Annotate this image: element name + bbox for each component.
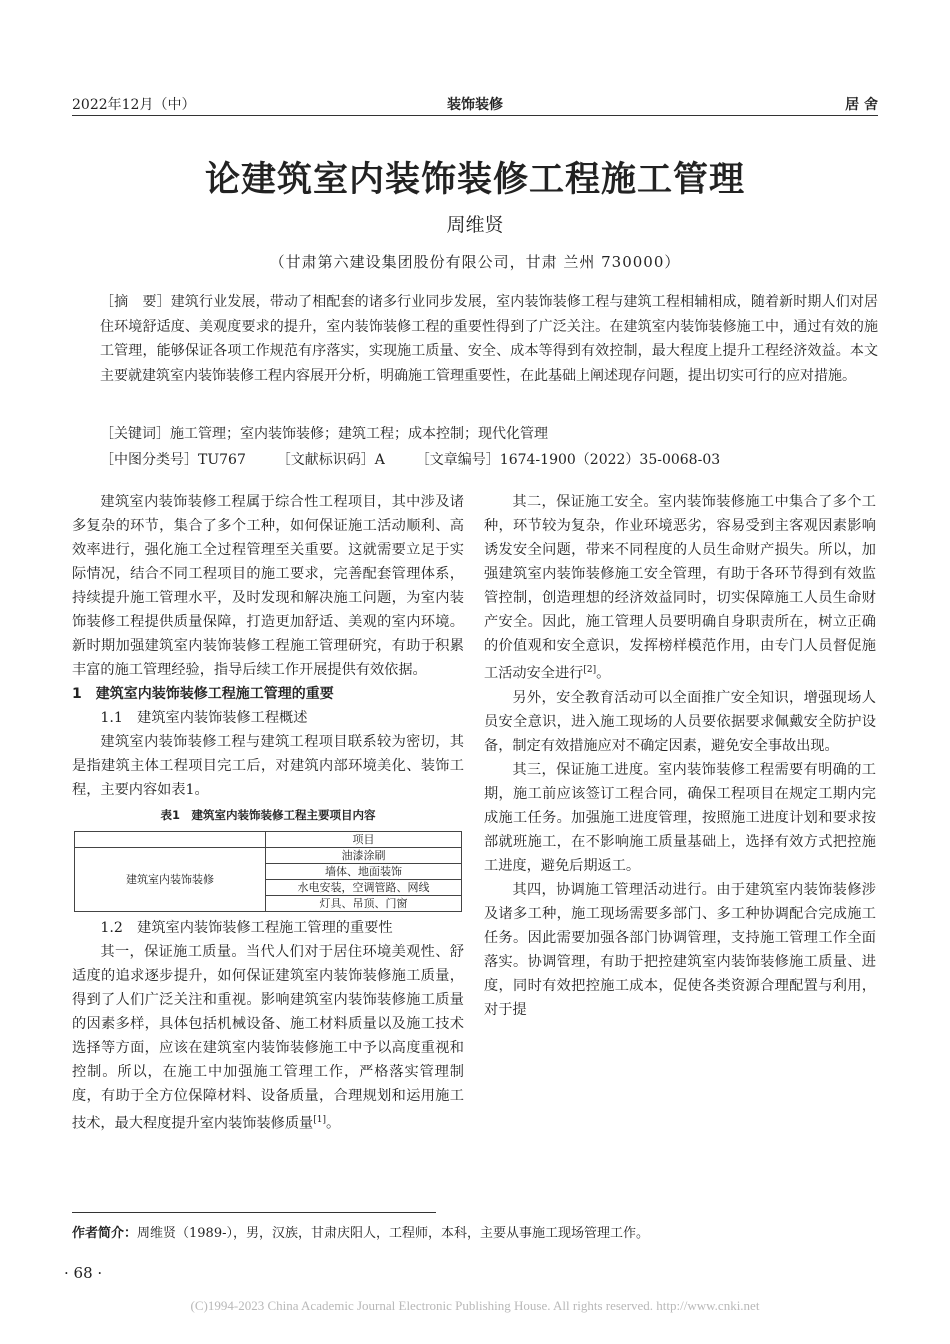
author-bio-text: 周维贤（1989-），男，汉族，甘肃庆阳人，工程师，本科，主要从事施工现场管理工作。 xyxy=(137,1226,649,1241)
abstract xyxy=(100,290,878,388)
progress-paragraph: 其三，保证施工进度。室内装饰装修工程需要有明确的工期，施工前应该签订工程合同，确保工程项目在规定工期内完成施工任务。加强施工进度管理，按照施工进度计划和要求按部就班施工，在不影响施工质量基础上，选择有效方式把控施工进度，避免后期返工。 xyxy=(484,761,876,874)
table-header-cell: 项目 xyxy=(266,832,462,848)
section-1-heading: 1 建筑室内装饰装修工程施工管理的重要 xyxy=(72,686,334,702)
table-caption: 表1 建筑室内装饰装修工程主要项目内容 xyxy=(160,808,376,822)
header-rule xyxy=(72,115,878,116)
left-column xyxy=(72,490,464,1136)
copyright-notice: (C)1994-2023 China Academic Journal Electronic Publishing House. All rights reserved. http://www.cnki.net xyxy=(190,1298,760,1313)
table-cell: 墙体、地面装饰 xyxy=(266,864,462,880)
table-cell: 灯具、吊顶、门窗 xyxy=(266,896,462,912)
section-1-2-heading: 1.2 建筑室内装饰装修工程施工管理的重要性 xyxy=(100,920,393,936)
safety-paragraph xyxy=(484,490,876,686)
coordination-paragraph: 其四，协调施工管理活动进行。由于建筑室内装饰装修涉及诸多工种，施工现场需要多部门、多工种协调配合完成施工任务。因此需要加强各部门协调管理，支持施工管理工作全面落实。协调管理，有助于把控建筑室内装饰装修施工质量、进度，同时有效把控施工成本，促使各类资源合理配置与利用，对于提 xyxy=(484,881,876,1018)
section-1-1-heading: 1.1 建筑室内装饰装修工程概述 xyxy=(100,710,308,726)
page-number: · 68 · xyxy=(64,1264,103,1282)
table-row-label: 建筑室内装饰装修 xyxy=(75,848,266,912)
footnote-rule xyxy=(72,1212,436,1213)
doc-code-value: A xyxy=(374,452,385,468)
intro-paragraph: 建筑室内装饰装修工程属于综合性工程项目，其中涉及诸多复杂的环节，集合了多个工种，如何保证施工活动顺利、高效率进行，强化施工全过程管理至关重要。这就需要立足于实际情况，结合不同工程项目的施工要求，完善配套管理体系，持续提升施工管理水平，及时发现和解决施工问题，为室内装饰装修工程提供质量保障，打造更加舒适、美观的室内环境。新时期加强建筑室内装饰装修工程施工管理研究，有助于积累丰富的施工管理经验，指导后续工作开展提供有效依据。 xyxy=(72,494,464,678)
keywords-label: ［关键词］ xyxy=(100,426,170,442)
author-bio xyxy=(72,1222,649,1241)
safety-education-paragraph: 另外，安全教育活动可以全面推广安全知识，增强现场人员安全意识，进入施工现场的人员要依据要求佩戴安全防护设备，制定有效措施应对不确定因素，避免安全事故出现。 xyxy=(484,689,876,754)
quality-paragraph xyxy=(72,940,464,1136)
safety-text: 其二，保证施工安全。室内装饰装修施工中集合了多个工种，环节较为复杂，作业环境恶劣，容易受到主客观因素影响诱发安全问题，带来不同程度的人员生命财产损失。所以，加强建筑室内装饰装修施工安全管理，有助于各环节得到有效监管控制，创造理想的经济效益同时，切实保障施工人员生命财产安全。因此，施工管理人员要明确自身职责所在，树立正确的价值观和安全意识，发挥榜样模范作用，由专门人员督促施工活动安全进行 xyxy=(484,494,876,682)
article-author: 周维贤 xyxy=(446,214,504,236)
classification-line xyxy=(100,449,878,469)
issue-date: 2022年12月（中） xyxy=(72,97,196,113)
keywords-text: 施工管理；室内装饰装修；建筑工程；成本控制；现代化管理 xyxy=(170,426,548,442)
table-corner-cell xyxy=(75,832,266,848)
safety-end: 。 xyxy=(596,665,611,682)
author-bio-label: 作者简介： xyxy=(72,1226,138,1241)
doc-code-label: ［文献标识码］ xyxy=(276,452,375,468)
journal-name: 装饰装修 xyxy=(447,97,503,113)
clc-value: TU767 xyxy=(198,452,246,468)
article-number-label: ［文章编号］ xyxy=(415,452,500,468)
author-affiliation: （甘肃第六建设集团股份有限公司，甘肃 兰州 730000） xyxy=(269,253,681,271)
quality-end: 。 xyxy=(325,1115,341,1132)
overview-paragraph: 建筑室内装饰装修工程与建筑工程项目联系较为密切，其是指建筑主体工程项目完工后，对建筑内部环境美化、装饰工程，主要内容如表1。 xyxy=(72,734,464,798)
table-cell: 水电安装，空调管路、网线 xyxy=(266,880,462,896)
article-number-value: 1674-1900（2022）35-0068-03 xyxy=(499,452,721,468)
quality-text: 其一，保证施工质量。当代人们对于居住环境美观性、舒适度的追求逐步提升，如何保证建筑室内装饰装修施工质量，得到了人们广泛关注和重视。影响建筑室内装饰装修施工质量的因素多样，具体包括机械设备、施工材料质量以及施工技术选择等方面，应该在建筑室内装饰装修施工中予以高度重视和控制。所以，在施工中加强施工管理工作，严格落实管理制度，有助于全方位保障材料、设备质量，合理规划和运用施工技术，最大程度提升室内装饰装修质量 xyxy=(72,944,464,1132)
citation-2: [2] xyxy=(583,665,597,675)
journal-section: 居 舍 xyxy=(845,97,878,113)
table-cell: 油漆涂刷 xyxy=(266,848,462,864)
right-column xyxy=(484,490,876,1022)
abstract-label: ［摘 要］ xyxy=(100,294,171,310)
clc-label: ［中图分类号］ xyxy=(100,452,198,468)
abstract-text: 建筑行业发展，带动了相配套的诸多行业同步发展，室内装饰装修工程与建筑工程相辅相成，随着新时期人们对居住环境舒适度、美观度要求的提升，室内装饰装修工程的重要性得到了广泛关注。在建筑室内装饰装修施工中，通过有效的施工管理，能够保证各项工作规范有序落实，实现施工质量、安全、成本等得到有效控制，最大程度上提升工程经济效益。本文主要就建筑室内装饰装修工程内容展开分析，明确施工管理重要性，在此基础上阐述现存问题，提出切实可行的应对措施。 xyxy=(100,294,879,384)
citation-1: [1] xyxy=(313,1115,326,1125)
article-title: 论建筑室内装饰装修工程施工管理 xyxy=(204,160,745,200)
project-table xyxy=(74,831,462,912)
keywords xyxy=(100,423,878,443)
